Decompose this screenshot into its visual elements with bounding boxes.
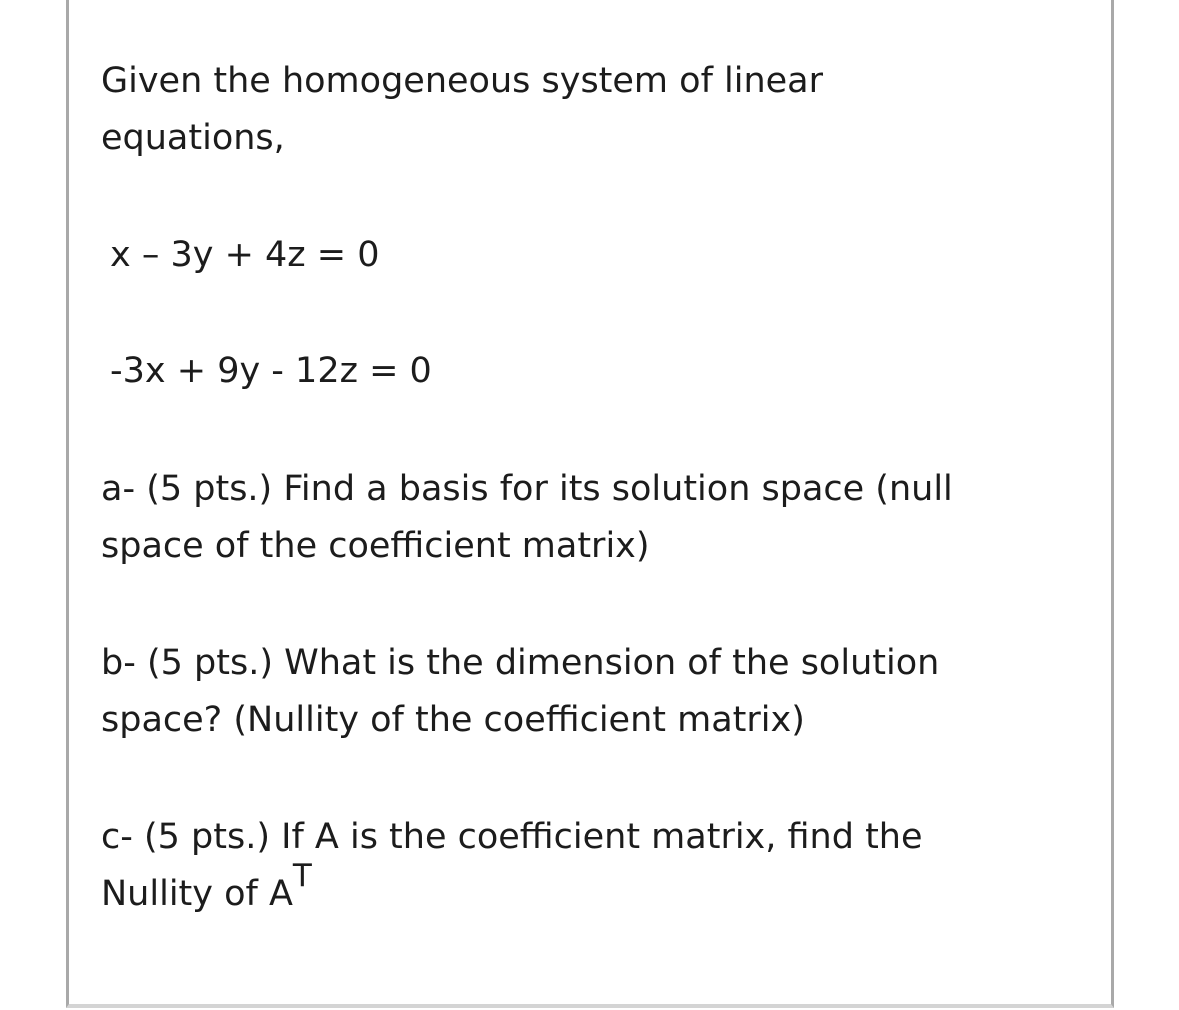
question-card [66,0,1114,1008]
intro-line-1: Given the homogeneous system of linear [101,61,824,101]
part-b-line-1: b- (5 pts.) What is the dimension of the solution [101,643,940,683]
part-c-line-2-text: Nullity of A [101,874,293,914]
intro-line-2: equations, [101,118,285,158]
part-a-question [101,461,953,575]
part-c-question [101,809,923,923]
part-b-line-2: space? (Nullity of the coefficient matrix) [101,700,805,740]
equation-2: -3x + 9y - 12z = 0 [110,351,432,391]
part-a-line-2: space of the coefficient matrix) [101,526,650,566]
transpose-superscript: T [292,858,312,895]
part-c-line-1: c- (5 pts.) If A is the coefficient matrix, find the [101,817,923,857]
equation-1: x – 3y + 4z = 0 [110,235,380,275]
part-a-line-1: a- (5 pts.) Find a basis for its solution space (null [101,469,953,509]
part-c-line-2 [101,858,923,923]
part-b-question [101,635,939,749]
problem-intro [101,53,823,167]
